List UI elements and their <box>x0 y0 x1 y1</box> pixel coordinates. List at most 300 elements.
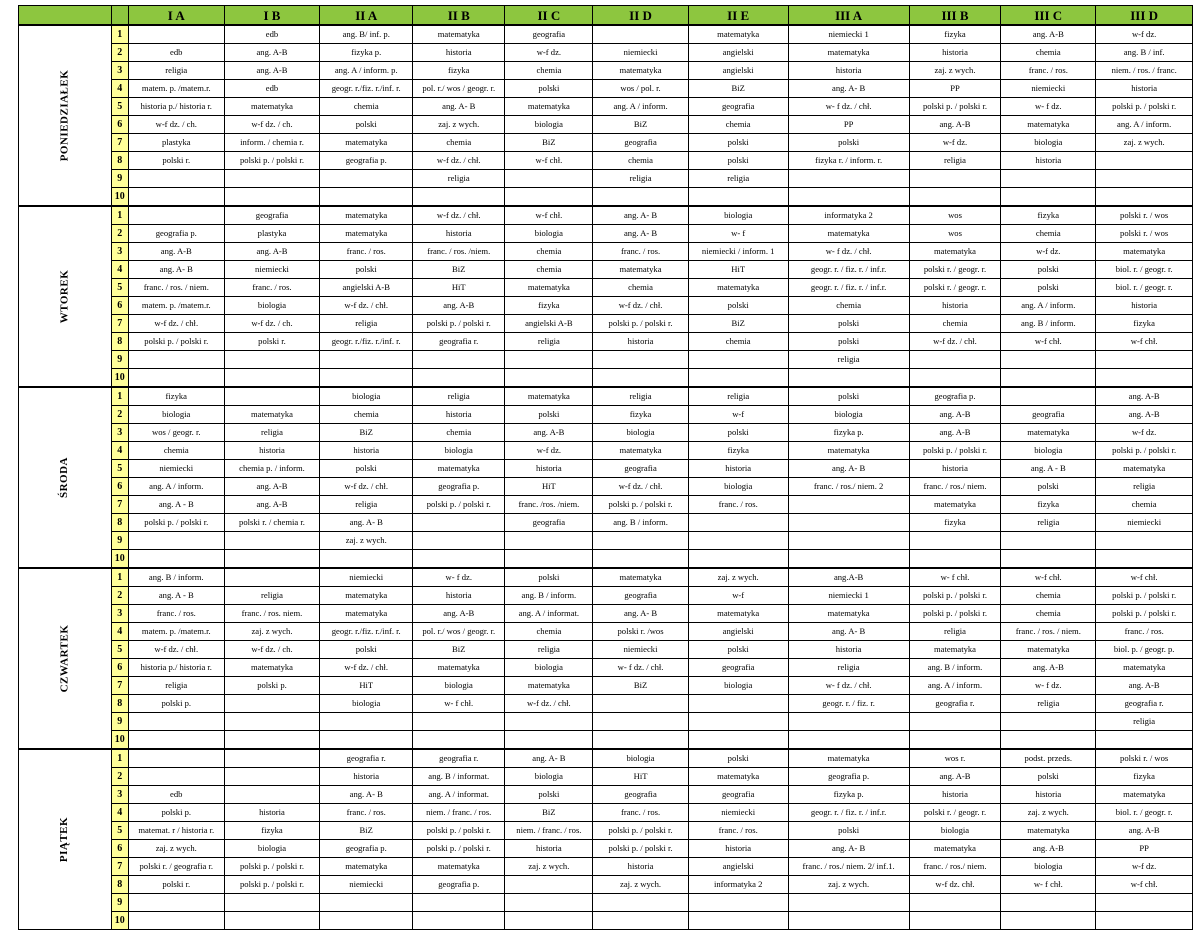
lesson-cell: matematyka <box>593 62 689 80</box>
lesson-cell: polski r. / geogr. r. <box>909 261 1001 279</box>
lesson-number: 2 <box>111 768 128 786</box>
lesson-number: 7 <box>111 858 128 876</box>
lesson-row <box>19 188 1193 207</box>
lesson-number: 9 <box>111 894 128 912</box>
lesson-row <box>19 297 1193 315</box>
lesson-cell: polski <box>1001 279 1096 297</box>
lesson-cell: franc. / ros. <box>688 822 788 840</box>
lesson-cell <box>320 912 413 930</box>
lesson-row <box>19 442 1193 460</box>
lesson-cell: wos <box>909 225 1001 243</box>
lesson-cell: ang. A- B <box>505 749 593 768</box>
lesson-cell: chemia <box>1001 605 1096 623</box>
lesson-cell: polski <box>320 460 413 478</box>
lesson-number: 8 <box>111 333 128 351</box>
lesson-cell: w-f dz. <box>505 44 593 62</box>
lesson-cell <box>129 206 225 225</box>
lesson-cell: polski p. / polski r. <box>1096 587 1193 605</box>
lesson-cell: historia p./ historia r. <box>129 98 225 116</box>
lesson-cell <box>593 532 689 550</box>
lesson-cell: BiZ <box>593 677 689 695</box>
lesson-number: 5 <box>111 98 128 116</box>
lesson-cell: matematyka <box>320 206 413 225</box>
lesson-cell: matematyka <box>688 279 788 297</box>
lesson-cell <box>688 532 788 550</box>
lesson-cell: historia <box>909 44 1001 62</box>
lesson-cell: niemiecki <box>320 568 413 587</box>
lesson-cell: BiZ <box>688 80 788 98</box>
lesson-cell: historia p./ historia r. <box>129 659 225 677</box>
lesson-cell <box>129 25 225 44</box>
lesson-number: 10 <box>111 912 128 930</box>
lesson-cell: geografia <box>688 98 788 116</box>
lesson-cell: geografia r. <box>413 749 505 768</box>
lesson-cell: biol. r. / geogr. r. <box>1096 279 1193 297</box>
lesson-cell: historia <box>1001 786 1096 804</box>
lesson-cell: religia <box>505 333 593 351</box>
lesson-cell: zaj. z wych. <box>1001 804 1096 822</box>
lesson-cell: w-f dz. / ch. <box>224 116 320 134</box>
lesson-cell: matematyka <box>1001 424 1096 442</box>
class-header: II E <box>688 6 788 26</box>
lesson-cell: biologia <box>320 387 413 406</box>
lesson-cell: polski p. <box>129 695 225 713</box>
lesson-cell: ang. A-B <box>1096 406 1193 424</box>
lesson-cell <box>688 912 788 930</box>
lesson-cell <box>909 532 1001 550</box>
lesson-cell: polski p. / polski r. <box>413 496 505 514</box>
lesson-cell: ang. A / informat. <box>505 605 593 623</box>
lesson-row <box>19 605 1193 623</box>
lesson-cell <box>224 786 320 804</box>
lesson-cell: polski p. <box>224 677 320 695</box>
lesson-cell: polski p. / polski r. <box>1096 98 1193 116</box>
lesson-cell: niemiecki / inform. 1 <box>688 243 788 261</box>
lesson-row <box>19 424 1193 442</box>
lesson-cell: franc. / ros. <box>320 243 413 261</box>
lesson-cell <box>505 731 593 750</box>
timetable-body <box>19 25 1193 930</box>
lesson-number: 4 <box>111 804 128 822</box>
lesson-row <box>19 822 1193 840</box>
timetable <box>18 5 1193 930</box>
lesson-cell: geografia r. <box>413 333 505 351</box>
lesson-number: 7 <box>111 134 128 152</box>
lesson-cell: angielski <box>688 858 788 876</box>
lesson-cell <box>788 894 909 912</box>
lesson-cell: angielski A-B <box>320 279 413 297</box>
lesson-cell: historia <box>505 840 593 858</box>
lesson-cell: polski <box>505 568 593 587</box>
lesson-cell: ang. A-B <box>909 424 1001 442</box>
lesson-cell: w-f dz. / chł. <box>320 478 413 496</box>
lesson-number: 3 <box>111 424 128 442</box>
lesson-cell: matematyka <box>1096 786 1193 804</box>
lesson-cell: ang. A / inform. <box>593 98 689 116</box>
lesson-cell: matem. p. /matem.r. <box>129 297 225 315</box>
lesson-cell: w- f dz. <box>1001 98 1096 116</box>
lesson-cell: polski p. / polski r. <box>593 315 689 333</box>
lesson-cell: wos r. <box>909 749 1001 768</box>
class-header: III C <box>1001 6 1096 26</box>
lesson-cell: ang. A-B <box>505 424 593 442</box>
lesson-cell: ang.A-B <box>788 568 909 587</box>
lesson-cell: ang. B / informat. <box>413 768 505 786</box>
lesson-cell: chemia <box>129 442 225 460</box>
lesson-cell: chemia <box>413 424 505 442</box>
lesson-cell: polski <box>688 152 788 170</box>
lesson-cell: fizyka <box>1001 496 1096 514</box>
lesson-cell <box>688 894 788 912</box>
lesson-number: 4 <box>111 80 128 98</box>
lesson-cell: w-f chł. <box>1001 333 1096 351</box>
lesson-number: 8 <box>111 514 128 532</box>
lesson-cell <box>1096 351 1193 369</box>
lesson-cell: chemia <box>593 152 689 170</box>
lesson-cell: historia <box>788 641 909 659</box>
lesson-number: 4 <box>111 623 128 641</box>
lesson-cell: chemia <box>505 623 593 641</box>
lesson-cell: matematyka <box>224 659 320 677</box>
lesson-row <box>19 858 1193 876</box>
lesson-cell <box>413 369 505 388</box>
lesson-cell: polski <box>505 80 593 98</box>
lesson-cell: BiZ <box>413 641 505 659</box>
lesson-cell: w-f <box>688 406 788 424</box>
lesson-cell: ang. A-B <box>1096 387 1193 406</box>
lesson-cell: ang. A-B <box>224 496 320 514</box>
lesson-cell: franc. / ros. <box>593 804 689 822</box>
lesson-cell <box>909 894 1001 912</box>
lesson-cell: ang. A / inform. <box>909 677 1001 695</box>
lesson-cell: ang. A- B <box>320 514 413 532</box>
lesson-cell: ang. B / inf. <box>1096 44 1193 62</box>
lesson-cell: franc. / ros. <box>320 804 413 822</box>
lesson-cell: franc. / ros. <box>688 496 788 514</box>
lesson-number: 3 <box>111 243 128 261</box>
lesson-number: 2 <box>111 587 128 605</box>
lesson-cell: HiT <box>688 261 788 279</box>
lesson-number: 4 <box>111 261 128 279</box>
lesson-row <box>19 225 1193 243</box>
lesson-number: 3 <box>111 786 128 804</box>
lesson-cell <box>593 731 689 750</box>
lesson-cell: religia <box>1096 478 1193 496</box>
lesson-cell <box>1001 912 1096 930</box>
lesson-cell: zaj. z wych. <box>129 840 225 858</box>
lesson-cell: ang. A- B <box>788 80 909 98</box>
day-name: ŚRODA <box>58 456 71 499</box>
lesson-row <box>19 587 1193 605</box>
lesson-cell: chemia <box>1001 44 1096 62</box>
lesson-cell: chemia <box>688 333 788 351</box>
lesson-cell: chemia <box>1001 587 1096 605</box>
lesson-cell: franc. / ros. <box>1001 62 1096 80</box>
lesson-cell: historia <box>413 587 505 605</box>
lesson-cell: matematyka <box>593 261 689 279</box>
lesson-cell: w-f dz. / ch. <box>224 641 320 659</box>
lesson-cell <box>413 894 505 912</box>
lesson-cell: matemat. r / historia r. <box>129 822 225 840</box>
lesson-cell <box>1096 369 1193 388</box>
lesson-cell <box>909 550 1001 569</box>
lesson-cell: fizyka <box>505 297 593 315</box>
day-name: PIĄTEK <box>58 816 71 863</box>
lesson-cell: biol. r. / geogr. r. <box>1096 804 1193 822</box>
lesson-cell: polski p. / polski r. <box>129 333 225 351</box>
lesson-cell: geografia <box>593 587 689 605</box>
lesson-cell: BiZ <box>413 261 505 279</box>
lesson-cell: w-f dz. chł. <box>909 876 1001 894</box>
lesson-cell <box>320 731 413 750</box>
lesson-cell <box>129 188 225 207</box>
lesson-cell <box>788 188 909 207</box>
lesson-cell: geografia p. <box>413 876 505 894</box>
lesson-cell: polski p. / polski r. <box>909 605 1001 623</box>
lesson-number: 5 <box>111 460 128 478</box>
lesson-cell: informatyka 2 <box>688 876 788 894</box>
lesson-cell: HiT <box>593 768 689 786</box>
day-name: CZWARTEK <box>58 624 71 693</box>
lesson-cell: franc. / ros. / niem. <box>129 279 225 297</box>
lesson-cell: religia <box>593 387 689 406</box>
lesson-number: 1 <box>111 568 128 587</box>
lesson-cell: chemia <box>1096 496 1193 514</box>
lesson-cell: polski <box>505 406 593 424</box>
lesson-cell <box>1096 550 1193 569</box>
lesson-row <box>19 25 1193 44</box>
lesson-cell <box>1001 351 1096 369</box>
corner-cell-day <box>19 6 112 26</box>
lesson-row <box>19 659 1193 677</box>
lesson-cell: biologia <box>320 695 413 713</box>
lesson-cell: geografia <box>688 659 788 677</box>
lesson-cell <box>224 188 320 207</box>
lesson-cell: matematyka <box>909 840 1001 858</box>
lesson-cell: w- f dz. / chł. <box>788 677 909 695</box>
lesson-cell: w- f dz. / chł. <box>593 659 689 677</box>
lesson-cell <box>320 188 413 207</box>
lesson-number: 10 <box>111 731 128 750</box>
lesson-cell: polski <box>1001 261 1096 279</box>
lesson-cell <box>1001 170 1096 188</box>
lesson-cell <box>129 351 225 369</box>
lesson-cell: chemia <box>1001 225 1096 243</box>
lesson-cell <box>413 912 505 930</box>
lesson-cell <box>505 876 593 894</box>
lesson-cell <box>224 568 320 587</box>
lesson-cell: ang. A - B <box>129 587 225 605</box>
lesson-cell: polski r. /wos <box>593 623 689 641</box>
lesson-number: 1 <box>111 387 128 406</box>
lesson-cell <box>1096 152 1193 170</box>
lesson-cell: w-f dz. / chł. <box>505 695 593 713</box>
lesson-row <box>19 406 1193 424</box>
lesson-cell <box>224 369 320 388</box>
class-header: II D <box>593 6 689 26</box>
lesson-cell: polski <box>505 786 593 804</box>
lesson-cell: ang. A-B <box>909 116 1001 134</box>
lesson-cell: biologia <box>909 822 1001 840</box>
lesson-cell: plastyka <box>224 225 320 243</box>
lesson-cell <box>505 351 593 369</box>
lesson-cell: ang. A-B <box>1001 25 1096 44</box>
lesson-cell: angielski <box>688 44 788 62</box>
lesson-cell: fizyka r. / inform. r. <box>788 152 909 170</box>
lesson-cell: w-f dz. / chł. <box>320 659 413 677</box>
lesson-cell: w- f dz. / chł. <box>788 98 909 116</box>
lesson-cell: matematyka <box>788 749 909 768</box>
lesson-cell: w-f dz. <box>505 442 593 460</box>
lesson-cell: ang. A-B <box>909 406 1001 424</box>
lesson-cell <box>129 532 225 550</box>
lesson-cell: niemiecki <box>688 804 788 822</box>
lesson-cell <box>413 532 505 550</box>
lesson-cell: ang. A- B <box>413 98 505 116</box>
lesson-cell: polski <box>788 333 909 351</box>
lesson-cell: polski p. / polski r. <box>909 98 1001 116</box>
lesson-row <box>19 478 1193 496</box>
lesson-cell: biologia <box>129 406 225 424</box>
lesson-cell: historia <box>1096 80 1193 98</box>
lesson-cell: historia <box>224 804 320 822</box>
lesson-cell: fizyka <box>224 822 320 840</box>
lesson-cell: geogr. r. / fiz. r. / inf.r. <box>788 261 909 279</box>
lesson-number: 3 <box>111 605 128 623</box>
lesson-cell: biologia <box>1001 134 1096 152</box>
lesson-cell: religia <box>224 424 320 442</box>
lesson-cell: matematyka <box>788 605 909 623</box>
lesson-cell: ang. A / inform. <box>1096 116 1193 134</box>
lesson-cell: biologia <box>505 768 593 786</box>
lesson-row <box>19 695 1193 713</box>
lesson-cell: ang. B/ inf. p. <box>320 25 413 44</box>
lesson-cell <box>224 749 320 768</box>
lesson-cell: PP <box>909 80 1001 98</box>
lesson-cell: polski <box>788 387 909 406</box>
lesson-cell <box>224 894 320 912</box>
lesson-cell: fizyka <box>909 25 1001 44</box>
lesson-cell: historia <box>413 406 505 424</box>
lesson-cell: historia <box>1096 297 1193 315</box>
lesson-number: 5 <box>111 822 128 840</box>
lesson-cell: historia <box>413 44 505 62</box>
lesson-cell: historia <box>593 333 689 351</box>
lesson-number: 7 <box>111 496 128 514</box>
lesson-cell: matematyka <box>688 25 788 44</box>
lesson-row <box>19 623 1193 641</box>
lesson-cell: plastyka <box>129 134 225 152</box>
lesson-cell: polski <box>788 315 909 333</box>
lesson-cell <box>593 25 689 44</box>
lesson-cell: niem. / franc. / ros. <box>413 804 505 822</box>
lesson-row <box>19 387 1193 406</box>
lesson-row <box>19 98 1193 116</box>
lesson-cell: polski <box>1001 478 1096 496</box>
lesson-number: 1 <box>111 749 128 768</box>
lesson-cell <box>413 713 505 731</box>
lesson-row <box>19 568 1193 587</box>
lesson-cell: BiZ <box>320 424 413 442</box>
lesson-cell: historia <box>320 442 413 460</box>
lesson-cell <box>1096 912 1193 930</box>
lesson-cell: religia <box>593 170 689 188</box>
lesson-cell: fizyka <box>909 514 1001 532</box>
lesson-cell: niemiecki <box>224 261 320 279</box>
lesson-number: 8 <box>111 876 128 894</box>
lesson-cell: chemia <box>688 116 788 134</box>
lesson-cell: geografia r. <box>1096 695 1193 713</box>
lesson-cell: matematyka <box>505 387 593 406</box>
lesson-row <box>19 243 1193 261</box>
lesson-cell <box>129 912 225 930</box>
lesson-cell <box>1001 387 1096 406</box>
lesson-cell: w-f dz. <box>1096 424 1193 442</box>
lesson-cell: polski r. <box>129 876 225 894</box>
lesson-cell: niemiecki <box>129 460 225 478</box>
lesson-cell <box>593 713 689 731</box>
lesson-cell: matematyka <box>320 605 413 623</box>
lesson-cell: w-f dz. <box>1096 858 1193 876</box>
lesson-cell: HiT <box>320 677 413 695</box>
lesson-cell: polski p. / polski r. <box>909 442 1001 460</box>
lesson-cell <box>1001 894 1096 912</box>
lesson-cell: polski <box>688 297 788 315</box>
lesson-cell <box>788 731 909 750</box>
lesson-cell: chemia <box>320 98 413 116</box>
lesson-cell <box>224 351 320 369</box>
day-name: WTOREK <box>58 269 71 324</box>
lesson-cell: polski p. / polski r. <box>413 840 505 858</box>
lesson-cell: biologia <box>593 424 689 442</box>
lesson-cell: w-f chł. <box>1001 568 1096 587</box>
lesson-cell: zaj. z wych. <box>688 568 788 587</box>
lesson-cell: matematyka <box>688 768 788 786</box>
lesson-cell: fizyka <box>1001 206 1096 225</box>
lesson-number: 6 <box>111 116 128 134</box>
lesson-number: 8 <box>111 695 128 713</box>
lesson-cell <box>788 532 909 550</box>
lesson-cell: geografia r. <box>909 695 1001 713</box>
lesson-cell <box>788 170 909 188</box>
lesson-cell: BiZ <box>593 116 689 134</box>
lesson-cell: franc. /ros. /niem. <box>505 496 593 514</box>
lesson-cell: matematyka <box>320 225 413 243</box>
lesson-row <box>19 768 1193 786</box>
lesson-cell: polski r. <box>224 333 320 351</box>
lesson-cell: religia <box>129 62 225 80</box>
lesson-cell <box>909 912 1001 930</box>
lesson-cell: fizyka <box>1096 315 1193 333</box>
lesson-cell <box>224 768 320 786</box>
lesson-cell <box>1096 894 1193 912</box>
day-label-cell <box>19 25 112 206</box>
lesson-cell: franc. / ros. / niem. <box>1001 623 1096 641</box>
lesson-cell: polski <box>688 641 788 659</box>
lesson-cell: geografia p. <box>413 478 505 496</box>
lesson-cell: matematyka <box>688 605 788 623</box>
lesson-cell <box>413 351 505 369</box>
header-row <box>19 6 1193 26</box>
corner-cell-lesson <box>111 6 128 26</box>
lesson-number: 10 <box>111 369 128 388</box>
class-header: I B <box>224 6 320 26</box>
lesson-cell: matematyka <box>593 568 689 587</box>
lesson-cell: ang. A / inform. <box>1001 297 1096 315</box>
lesson-cell: religia <box>688 170 788 188</box>
lesson-cell: polski r. / chemia r. <box>224 514 320 532</box>
lesson-cell: geografia <box>688 786 788 804</box>
